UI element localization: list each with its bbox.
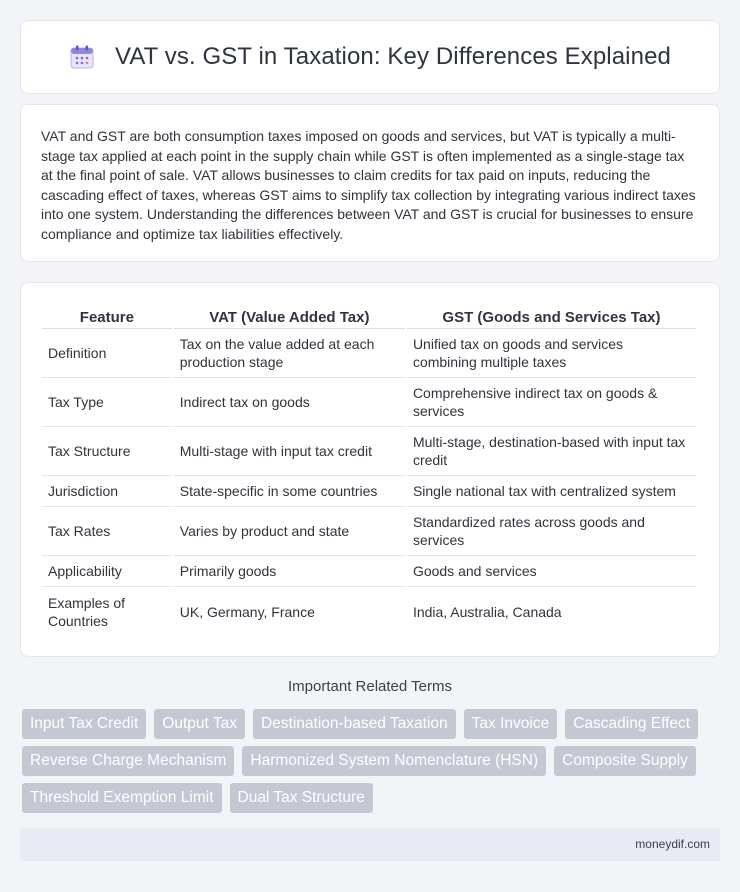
tag-cascading-effect[interactable]: Cascading Effect [565,709,698,739]
related-terms-heading: Important Related Terms [288,678,452,695]
tag-output-tax[interactable]: Output Tax [154,709,245,739]
table-row [42,507,696,556]
related-terms-tags [22,709,722,820]
table-row [42,378,696,427]
table-row [42,476,696,507]
vat-cell: Multi-stage with input tax credit [174,427,405,476]
tag-row [22,783,722,813]
feature-cell: Examples of Countries [48,594,126,629]
tag-row [22,746,722,776]
table-row [42,427,696,476]
tag-threshold-exemption-limit[interactable]: Threshold Exemption Limit [22,783,222,813]
header-vat: VAT (Value Added Tax) [174,303,405,329]
intro-card [20,104,720,262]
gst-cell: Standardized rates across goods and services [407,507,696,556]
title-wrap [69,43,671,71]
tag-dual-tax-structure[interactable]: Dual Tax Structure [230,783,373,813]
feature-cell: Tax Type [42,378,172,427]
table-row [42,329,696,378]
feature-cell: Tax Rates [42,507,172,556]
feature-cell: Jurisdiction [42,476,172,507]
gst-cell: Multi-stage, destination-based with input tax credit [407,427,696,476]
table-row [42,587,696,636]
tag-composite-supply[interactable]: Composite Supply [554,746,696,776]
vat-cell: UK, Germany, France [179,603,315,620]
tag-reverse-charge-mechanism[interactable]: Reverse Charge Mechanism [22,746,234,776]
feature-cell: Tax Structure [42,427,172,476]
tag-destination-based-taxation[interactable]: Destination-based Taxation [253,709,456,739]
gst-cell: Unified tax on goods and services combining multiple taxes [407,329,696,378]
gst-cell: Goods and services [407,556,696,587]
feature-cell: Definition [42,329,172,378]
tag-input-tax-credit[interactable]: Input Tax Credit [22,709,146,739]
tag-row [22,709,722,739]
header-gst: GST (Goods and Services Tax) [407,303,696,329]
footer-site[interactable]: moneydif.com [635,837,710,851]
table-row [42,556,696,587]
calendar-icon [69,44,95,70]
gst-cell: Single national tax with centralized system [407,476,696,507]
tag-tax-invoice[interactable]: Tax Invoice [464,709,558,739]
vat-cell: Varies by product and state [174,507,405,556]
gst-cell: Comprehensive indirect tax on goods & services [407,378,696,427]
gst-cell: India, Australia, Canada [412,603,562,620]
tag-hsn[interactable]: Harmonized System Nomenclature (HSN) [242,746,546,776]
footer [20,828,720,861]
vat-cell: State-specific in some countries [174,476,405,507]
page-title: VAT vs. GST in Taxation: Key Differences Explained [115,43,671,70]
header-feature: Feature [42,303,172,329]
table-header-row [42,303,696,329]
feature-cell: Applicability [42,556,172,587]
vat-cell: Indirect tax on goods [174,378,405,427]
comparison-table-card [20,282,720,657]
vat-cell: Primarily goods [174,556,405,587]
title-card [20,20,720,94]
vat-cell: Tax on the value added at each production stage [174,329,405,378]
comparison-table [40,303,698,636]
intro-paragraph: VAT and GST are both consumption taxes imposed on goods and services, but VAT is typically a multi-stage tax applied at each point in the supply chain while GST is often implemented as a single-stage tax at the final point of sale. VAT allows businesses to claim credits for tax paid on inputs, reducing the cascading effect of taxes, whereas GST aims to simplify tax collection by integrating various indirect taxes into one system. Understanding the differences between VAT and GST is crucial for businesses to ensure compliance and optimize tax liabilities effectively. [41,128,696,242]
